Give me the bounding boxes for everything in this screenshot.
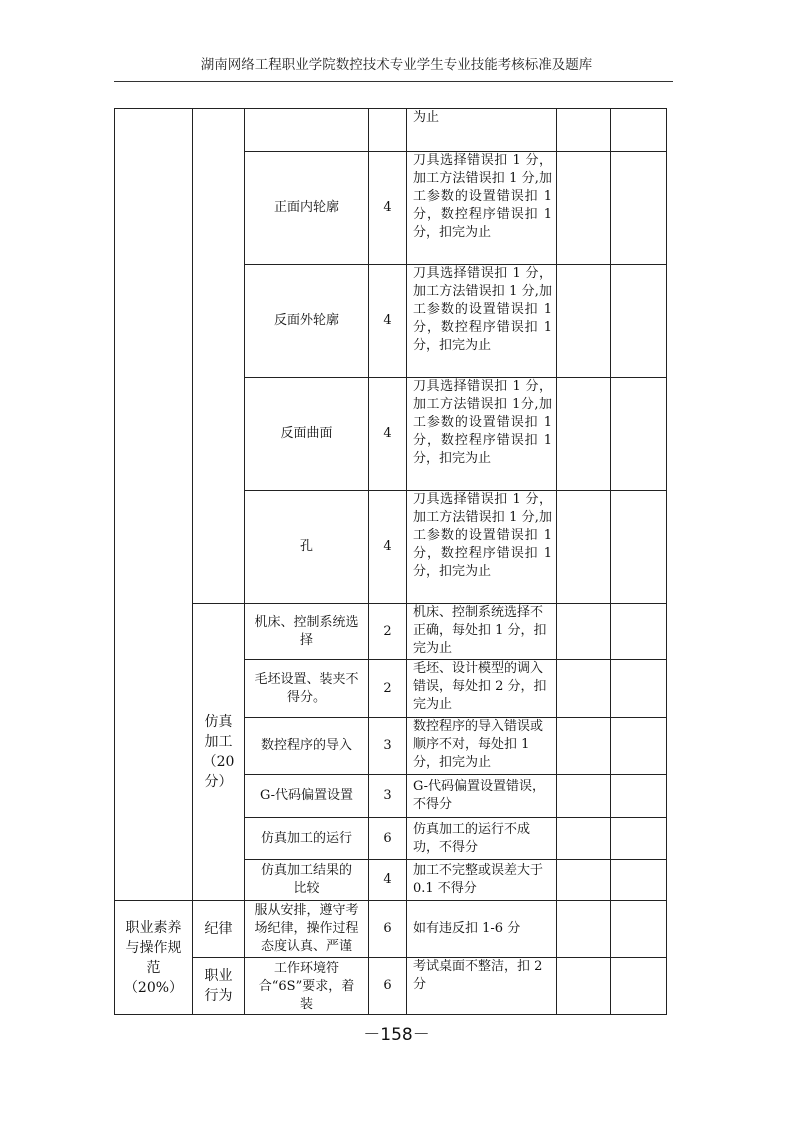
blank-cell xyxy=(611,860,667,901)
blank-cell xyxy=(611,491,667,604)
score-cell: 4 xyxy=(369,491,407,604)
item-cell: 工作环境符合“6S”要求，着装 xyxy=(245,958,369,1015)
item-cell-empty xyxy=(245,109,369,152)
professionalism-group-cell: 职业素养与操作规范（20%） xyxy=(115,901,193,1015)
blank-cell xyxy=(557,775,611,818)
item-cell: 反面曲面 xyxy=(245,378,369,491)
score-cell: 4 xyxy=(369,378,407,491)
score-cell: 4 xyxy=(369,265,407,378)
blank-cell xyxy=(611,901,667,958)
criteria-cell: 刀具选择错误扣 1 分， 加工方法错误扣 1 分,加工参数的设置错误扣 1 分，数控程序错误扣 1 分，扣完为止 xyxy=(407,491,557,604)
blank-cell xyxy=(557,660,611,718)
criteria-cell: 加工不完整或误差大于 0.1 不得分 xyxy=(407,860,557,901)
criteria-cell: 刀具选择错误扣 1 分， 加工方法错误扣 1 分,加工参数的设置错误扣 1 分，数控程序错误扣 1 分，扣完为止 xyxy=(407,152,557,265)
table-row xyxy=(115,901,667,958)
criteria-cell: 刀具选择错误扣 1 分， 加工方法错误扣 1分,加工参数的设置错误扣 1 分，数控程序错误扣 1 分，扣完为止 xyxy=(407,378,557,491)
subcategory-cell: 职业行为 xyxy=(193,958,245,1015)
blank-cell xyxy=(557,958,611,1015)
blank-cell xyxy=(557,491,611,604)
criteria-cell: 考试桌面不整洁，扣 2 分 xyxy=(407,958,557,1015)
blank-cell xyxy=(557,818,611,860)
score-cell: 2 xyxy=(369,604,407,660)
blank-cell xyxy=(557,860,611,901)
page-number: －158－ xyxy=(363,1025,430,1045)
blank-cell xyxy=(557,718,611,775)
item-cell: 服从安排，遵守考场纪律，操作过程态度认真、严谨 xyxy=(245,901,369,958)
blank-cell xyxy=(611,660,667,718)
blank-cell xyxy=(557,901,611,958)
criteria-cell: 刀具选择错误扣 1 分， 加工方法错误扣 1 分,加工参数的设置错误扣 1 分，数控程序错误扣 1 分，扣完为止 xyxy=(407,265,557,378)
blank-cell xyxy=(611,818,667,860)
header-rule xyxy=(114,81,673,82)
score-cell: 4 xyxy=(369,860,407,901)
item-cell: 机床、控制系统选择 xyxy=(245,604,369,660)
blank-cell xyxy=(611,265,667,378)
score-cell: 6 xyxy=(369,958,407,1015)
item-cell: 正面内轮廓 xyxy=(245,152,369,265)
item-cell: 孔 xyxy=(245,491,369,604)
score-cell: 3 xyxy=(369,718,407,775)
table-row xyxy=(115,958,667,1015)
blank-cell xyxy=(611,152,667,265)
table-row xyxy=(115,604,667,660)
item-cell: 数控程序的导入 xyxy=(245,718,369,775)
score-cell-empty xyxy=(369,109,407,152)
blank-cell xyxy=(611,109,667,152)
item-cell: 毛坯设置、装夹不得分。 xyxy=(245,660,369,718)
blank-cell xyxy=(611,378,667,491)
criteria-cell: 为止 xyxy=(407,109,557,152)
score-cell: 2 xyxy=(369,660,407,718)
criteria-cell: 数控程序的导入错误或顺序不对，每处扣 1 分，扣完为止 xyxy=(407,718,557,775)
page-header: 湖南网络工程职业学院数控技术专业学生专业技能考核标准及题库 xyxy=(200,57,593,73)
blank-cell xyxy=(611,604,667,660)
blank-cell xyxy=(557,378,611,491)
blank-cell xyxy=(611,718,667,775)
blank-cell xyxy=(557,109,611,152)
criteria-cell: G-代码偏置设置错误，不得分 xyxy=(407,775,557,818)
subcategory-cell: 纪律 xyxy=(193,901,245,958)
table-row xyxy=(115,109,667,152)
subcategory-cell-empty xyxy=(193,109,245,604)
category-cell-empty xyxy=(115,109,193,901)
blank-cell xyxy=(611,775,667,818)
criteria-cell: 如有违反扣 1-6 分 xyxy=(407,901,557,958)
blank-cell xyxy=(557,265,611,378)
score-cell: 3 xyxy=(369,775,407,818)
simulation-group-cell: 仿真加工（20分） xyxy=(193,604,245,901)
blank-cell xyxy=(557,604,611,660)
item-cell: G-代码偏置设置 xyxy=(245,775,369,818)
criteria-cell: 机床、控制系统选择不正确，每处扣 1 分，扣完为止 xyxy=(407,604,557,660)
score-cell: 6 xyxy=(369,901,407,958)
assessment-table xyxy=(114,108,667,1015)
blank-cell xyxy=(611,958,667,1015)
criteria-cell: 仿真加工的运行不成功，不得分 xyxy=(407,818,557,860)
item-cell: 反面外轮廓 xyxy=(245,265,369,378)
criteria-cell: 毛坯、设计模型的调入错误，每处扣 2 分，扣完为止 xyxy=(407,660,557,718)
score-cell: 4 xyxy=(369,152,407,265)
item-cell: 仿真加工结果的比较 xyxy=(245,860,369,901)
blank-cell xyxy=(557,152,611,265)
score-cell: 6 xyxy=(369,818,407,860)
item-cell: 仿真加工的运行 xyxy=(245,818,369,860)
